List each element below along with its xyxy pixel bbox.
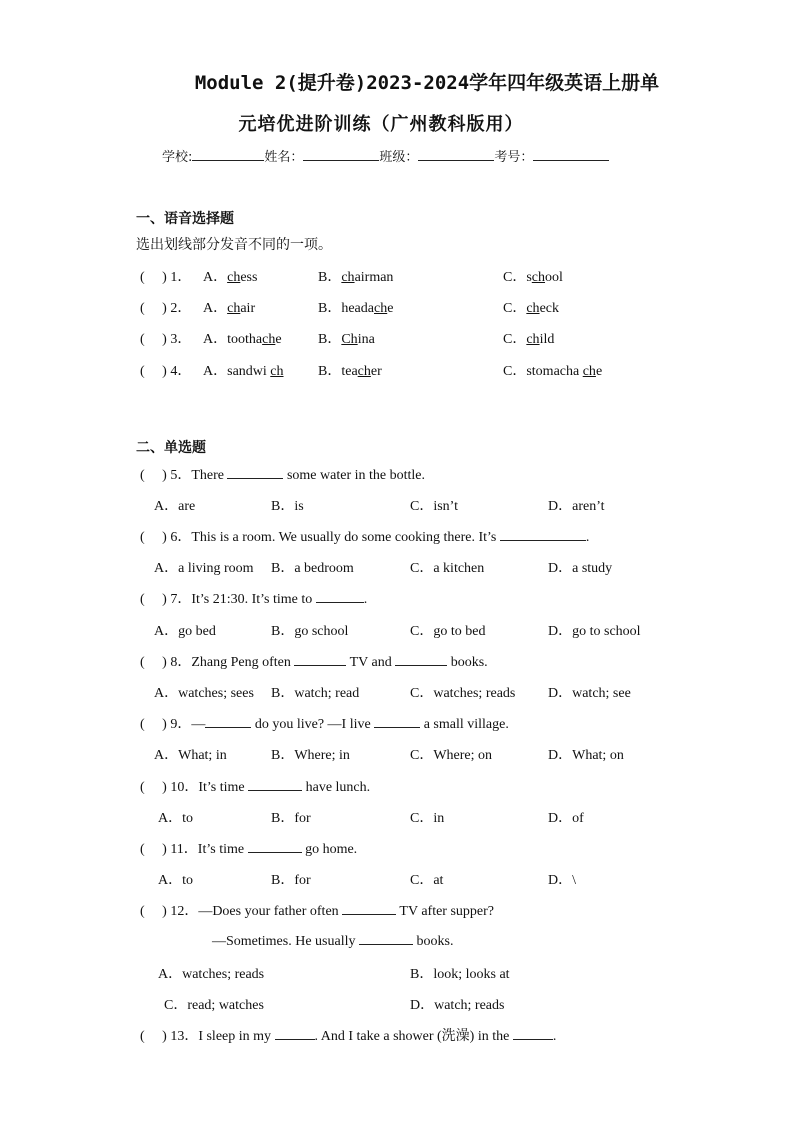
- question-12-stem: ( ) 12．—Does your father often TV after supper?: [140, 904, 495, 919]
- option-a[interactable]: A．watches; sees: [154, 686, 254, 701]
- question-number: ( ) 3．: [140, 332, 192, 347]
- section-1-heading: 一、语音选择题: [136, 211, 234, 227]
- option-b[interactable]: B．watch; read: [271, 686, 360, 701]
- question-number: ( ) 1．: [140, 270, 192, 285]
- option-c[interactable]: C．a kitchen: [410, 561, 485, 576]
- option-c[interactable]: C．at: [410, 873, 444, 888]
- question-number: ( ) 4．: [140, 364, 192, 379]
- answer-blank[interactable]: [248, 840, 302, 853]
- class-label: 班级：: [379, 150, 419, 165]
- option-b[interactable]: B．for: [271, 873, 311, 888]
- question-7-stem: ( ) 7．It’s 21:30. It’s time to .: [140, 592, 368, 607]
- question-13-stem: ( ) 13．I sleep in my . And I take a shower (洗澡) in the .: [140, 1029, 557, 1044]
- option-d[interactable]: D．of: [548, 811, 584, 826]
- answer-blank-2[interactable]: [374, 715, 420, 728]
- answer-blank-2[interactable]: [359, 932, 413, 945]
- school-blank[interactable]: [192, 147, 264, 161]
- option-b[interactable]: B．is: [271, 499, 304, 514]
- answer-blank-1[interactable]: [342, 902, 396, 915]
- option-a[interactable]: A．chair: [203, 301, 256, 316]
- answer-blank-2[interactable]: [395, 653, 447, 666]
- option-b[interactable]: B．a bedroom: [271, 561, 354, 576]
- section-1-instruction: 选出划线部分发音不同的一项。: [136, 237, 332, 253]
- question-5-stem: ( ) 5．There some water in the bottle.: [140, 468, 425, 483]
- option-c[interactable]: C．watches; reads: [410, 686, 516, 701]
- question-number: ( ) 2．: [140, 301, 192, 316]
- name-blank[interactable]: [303, 147, 379, 161]
- option-d[interactable]: D．What; on: [548, 748, 624, 763]
- exam-no-label: 考号：: [494, 150, 534, 165]
- option-c[interactable]: C．isn’t: [410, 499, 458, 514]
- option-c[interactable]: C．school: [503, 270, 563, 285]
- exam-no-blank[interactable]: [533, 147, 609, 161]
- option-b[interactable]: B．go school: [271, 624, 349, 639]
- answer-blank[interactable]: [500, 528, 586, 541]
- option-b[interactable]: B．headache: [318, 301, 394, 316]
- option-d[interactable]: D．\: [548, 873, 576, 888]
- question-9-stem: ( ) 9．— do you live? —I live a small village.: [140, 717, 509, 732]
- question-11-stem: ( ) 11．It’s time go home.: [140, 842, 358, 857]
- option-c[interactable]: C．read; watches: [164, 998, 264, 1013]
- option-b[interactable]: B．chairman: [318, 270, 394, 285]
- option-a[interactable]: A．toothache: [203, 332, 282, 347]
- option-b[interactable]: B．for: [271, 811, 311, 826]
- option-a[interactable]: A．are: [154, 499, 196, 514]
- option-a[interactable]: A．What; in: [154, 748, 227, 763]
- option-c[interactable]: C．check: [503, 301, 559, 316]
- name-label: 姓名：: [264, 150, 304, 165]
- student-info-line: [162, 146, 609, 165]
- option-c[interactable]: C．child: [503, 332, 555, 347]
- question-10-stem: ( ) 10．It’s time have lunch.: [140, 780, 371, 795]
- option-a[interactable]: A．a living room: [154, 561, 254, 576]
- class-blank[interactable]: [418, 147, 494, 161]
- school-label: 学校:: [162, 150, 193, 165]
- title-line-1: Module 2(提升卷)2023-2024学年四年级英语上册单: [194, 72, 660, 94]
- answer-blank-2[interactable]: [513, 1027, 553, 1040]
- option-a[interactable]: A．chess: [203, 270, 258, 285]
- answer-blank-1[interactable]: [205, 715, 251, 728]
- option-d[interactable]: D．watch; reads: [410, 998, 505, 1013]
- option-b[interactable]: B．look; looks at: [410, 967, 510, 982]
- answer-blank[interactable]: [248, 778, 302, 791]
- answer-blank[interactable]: [316, 590, 364, 603]
- question-8-stem: ( ) 8．Zhang Peng often TV and books.: [140, 655, 488, 670]
- option-a[interactable]: A．go bed: [154, 624, 216, 639]
- title-line-2: 元培优进阶训练（广州教科版用）: [238, 114, 524, 135]
- answer-blank[interactable]: [227, 466, 283, 479]
- option-b[interactable]: B．Where; in: [271, 748, 350, 763]
- option-d[interactable]: D．a study: [548, 561, 613, 576]
- option-a[interactable]: A．watches; reads: [158, 967, 265, 982]
- option-a[interactable]: A．sandwi ch: [203, 364, 284, 379]
- option-c[interactable]: C．Where; on: [410, 748, 493, 763]
- option-b[interactable]: B．China: [318, 332, 375, 347]
- option-d[interactable]: D．watch; see: [548, 686, 631, 701]
- option-d[interactable]: D．go to school: [548, 624, 641, 639]
- answer-blank-1[interactable]: [275, 1027, 315, 1040]
- question-6-stem: ( ) 6．This is a room. We usually do some cooking there. It’s .: [140, 530, 590, 545]
- option-c[interactable]: C．in: [410, 811, 445, 826]
- option-c[interactable]: C．stomacha che: [503, 364, 603, 379]
- option-a[interactable]: A．to: [158, 811, 193, 826]
- option-a[interactable]: A．to: [158, 873, 193, 888]
- option-d[interactable]: D．aren’t: [548, 499, 605, 514]
- answer-blank-1[interactable]: [294, 653, 346, 666]
- question-12-reply: —Sometimes. He usually books.: [212, 934, 454, 949]
- option-b[interactable]: B．teacher: [318, 364, 382, 379]
- section-2-heading: 二、单选题: [136, 440, 206, 456]
- option-c[interactable]: C．go to bed: [410, 624, 486, 639]
